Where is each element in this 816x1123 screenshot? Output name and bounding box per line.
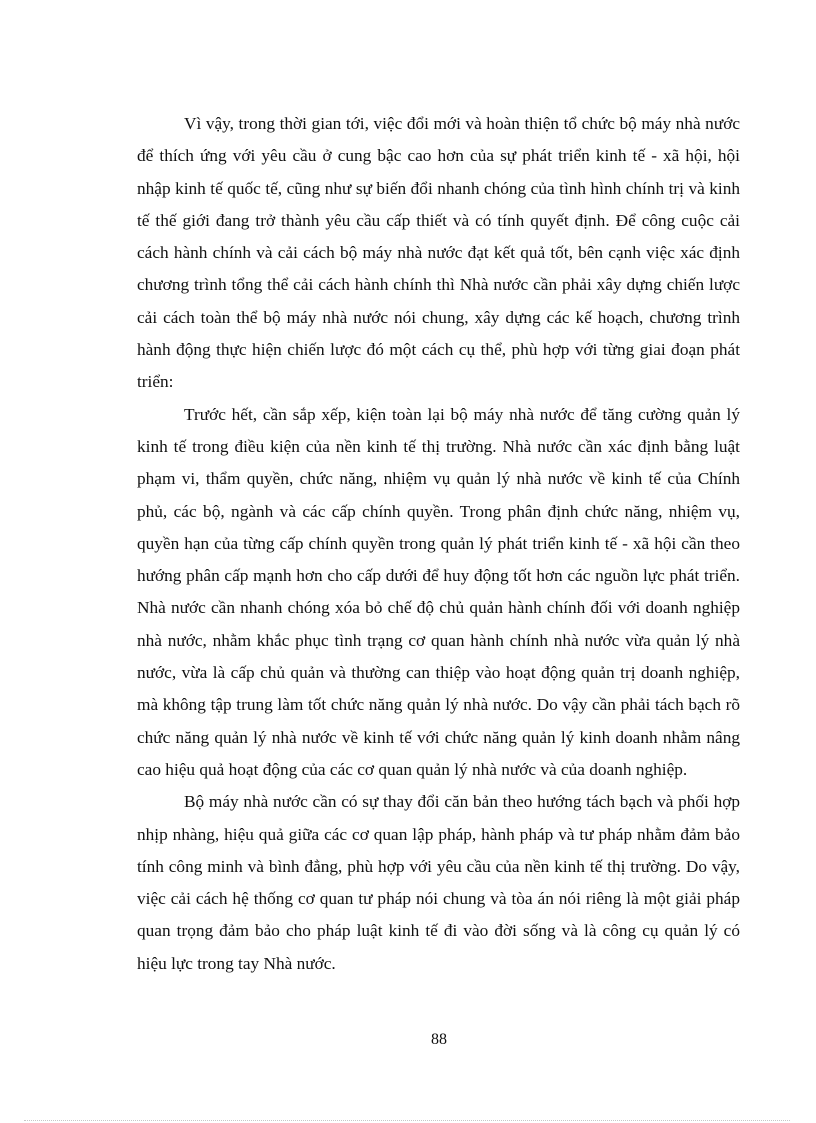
paragraph-3: Bộ máy nhà nước cần có sự thay đổi căn bản theo hướng tách bạch và phối hợp nhịp nhàng, hiệu quả giữa các cơ quan lập pháp, hành pháp và tư pháp nhằm đảm bảo tính công minh và bình đẳng, phù hợp với yêu cầu của nền kinh tế thị trường. Do vậy, việc cải cách hệ thống cơ quan tư pháp nói chung và tòa án nói riêng là một giải pháp quan trọng đảm bảo cho pháp luật kinh tế đi vào đời sống và là công cụ quản lý có hiệu lực trong tay Nhà nước. bbox=[137, 792, 740, 973]
page-bottom-divider bbox=[24, 1120, 790, 1121]
paragraph-1: Vì vậy, trong thời gian tới, việc đổi mới và hoàn thiện tổ chức bộ máy nhà nước để thích ứng với yêu cầu ở cung bậc cao hơn của sự phát triển kinh tế - xã hội, hội nhập kinh tế quốc tế, cũng như sự biến đổi nhanh chóng của tình hình chính trị và kinh tế thế giới đang trở thành yêu cầu cấp thiết và có tính quyết định. Để công cuộc cải cách hành chính và cải cách bộ máy nhà nước đạt kết quả tốt, bên cạnh việc xác định chương trình tổng thể cải cách hành chính thì Nhà nước cần phải xây dựng chiến lược cải cách toàn thể bộ máy nhà nước nói chung, xây dựng các kế hoạch, chương trình hành động thực hiện chiến lược đó một cách cụ thể, phù hợp với từng giai đoạn phát triển: bbox=[137, 114, 740, 392]
page-number: 88 bbox=[431, 1031, 447, 1048]
body-text bbox=[137, 108, 740, 980]
paragraph-2: Trước hết, cần sắp xếp, kiện toàn lại bộ máy nhà nước để tăng cường quản lý kinh tế trong điều kiện của nền kinh tế thị trường. Nhà nước cần xác định bằng luật phạm vi, thẩm quyền, chức năng, nhiệm vụ quản lý nhà nước về kinh tế của Chính phủ, các bộ, ngành và các cấp chính quyền. Trong phân định chức năng, nhiệm vụ, quyền hạn của từng cấp chính quyền trong quản lý phát triển kinh tế - xã hội cần theo hướng phân cấp mạnh hơn cho cấp dưới để huy động tốt hơn các nguồn lực phát triển. Nhà nước cần nhanh chóng xóa bỏ chế độ chủ quản hành chính đối với doanh nghiệp nhà nước, nhằm khắc phục tình trạng cơ quan hành chính nhà nước vừa quản lý nhà nước, vừa là cấp chủ quản và thường can thiệp vào hoạt động quản trị doanh nghiệp, mà không tập trung làm tốt chức năng quản lý nhà nước. Do vậy cần phải tách bạch rõ chức năng quản lý nhà nước về kinh tế với chức năng quản lý kinh doanh nhằm nâng cao hiệu quả hoạt động của các cơ quan quản lý nhà nước và của doanh nghiệp. bbox=[137, 404, 740, 779]
